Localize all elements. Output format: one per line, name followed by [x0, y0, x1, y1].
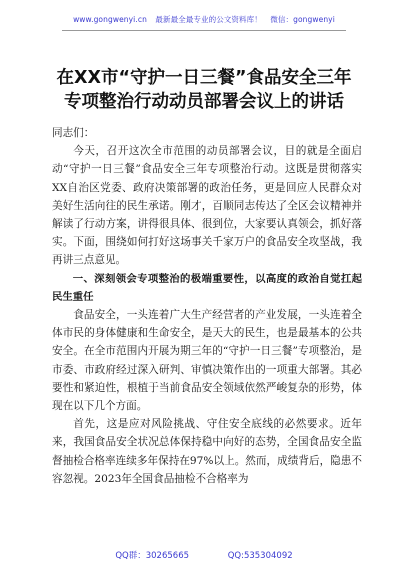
paragraph-2: 食品安全，一头连着广大生产经营者的产业发展，一头连着全体市民的身体健康和生命安全，是天大的民生，也是最基本的公共安全。在全市范围内开展为期三年的“守护一日三餐”专项整治，是市委、市政府经过深入研判、审慎决策作出的一项重大部署。其必要性和紧迫性，根植于当前食品安全领域依然严峻复杂的形势，体现在以下几个方面。 [52, 309, 362, 413]
header-divider [62, 30, 346, 31]
header-wechat: 微信：gongwenyi [270, 15, 335, 24]
title-line-2: 专项整治行动动员部署会议上的讲话 [64, 92, 344, 112]
salutation: 同志们： [52, 127, 95, 139]
paragraph-3: 首先，这是应对风险挑战、守住安全底线的必然要求。近年来，我国食品安全状况总体保持稳中向好的态势，全国食品安全监督抽检合格率连续多年保持在97%以上。然而，成绩背后，隐患不容忽视。2023年全国食品抽检不合格率为 [52, 418, 362, 485]
header-slogan: 最新最全最专业的公文资料库！ [155, 15, 262, 24]
footer-qq-group: QQ群：30265665 [115, 551, 190, 561]
title-line-1: 在XX市“守护一日三餐”食品安全三年 [56, 68, 352, 88]
paragraph-1: 今天，召开这次全市范围的动员部署会议，目的就是全面启动“守护一日三餐”食品安全三年专项整治行动。这既是贯彻落实XX自治区党委、政府决策部署的政治任务，更是回应人民群众对美好生活向往的民生承诺。刚才，百顺同志传达了全区会议精神并解读了行动方案，讲得很具体、很到位，大家要认真领会，抓好落实。下面，围绕如何打好这场事关千家万户的食品安全攻坚战，我再讲三点意见。 [52, 145, 362, 267]
header-site-link[interactable]: www.gongwenyi.cn [73, 15, 147, 24]
footer-qq: QQ:535304092 [227, 551, 293, 561]
page-footer [0, 549, 408, 561]
document-body [52, 124, 362, 488]
section-heading-1: 一、深刻领会专项整治的极端重要性，以高度的政治自觉扛起民生重任 [52, 272, 362, 303]
document-title [40, 66, 368, 114]
page-header [0, 14, 408, 25]
